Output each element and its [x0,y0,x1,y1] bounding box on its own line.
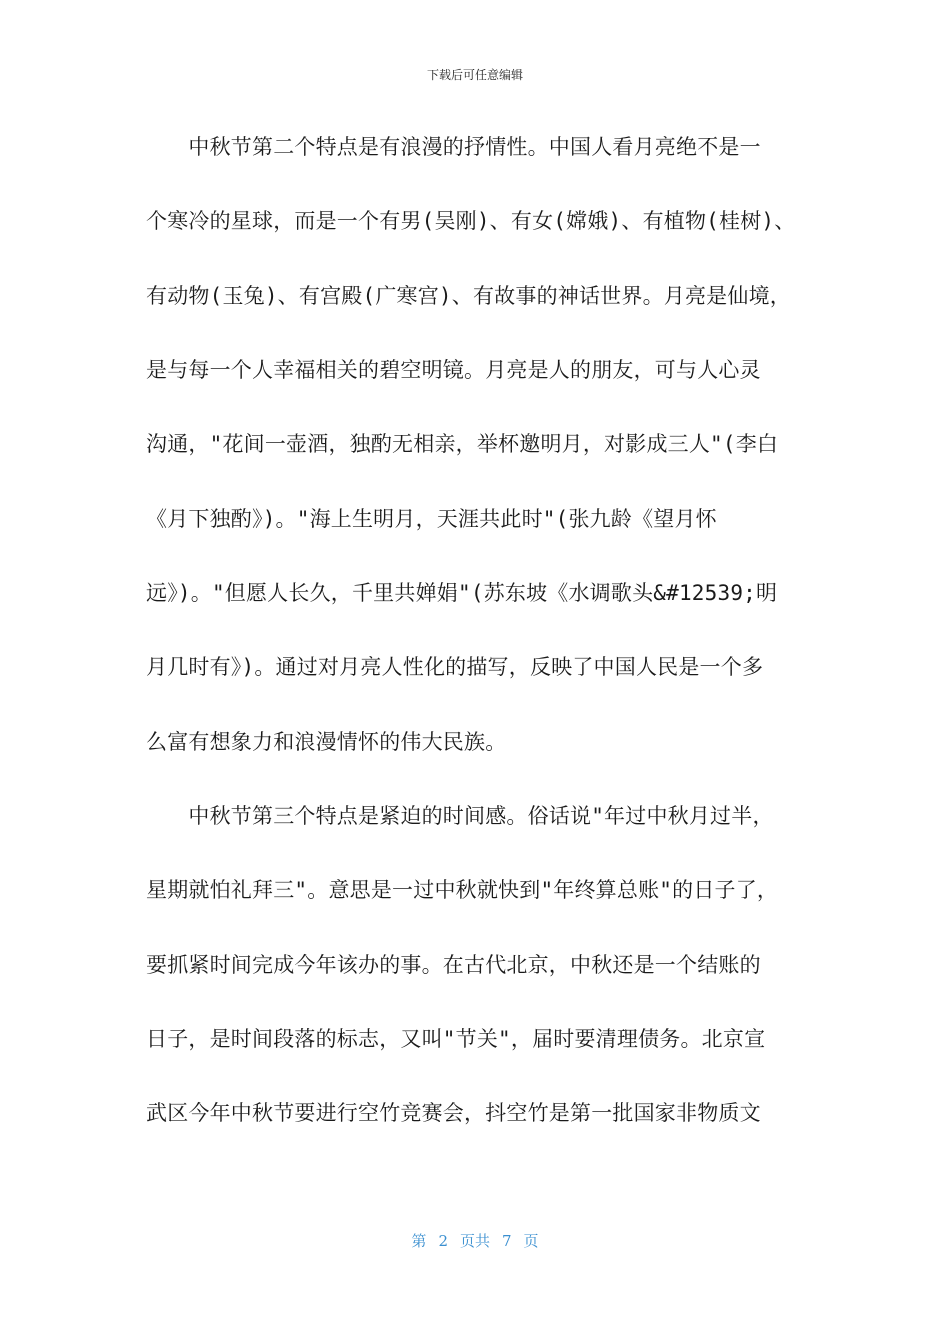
pages-label: 页 [523,1232,539,1250]
text-line: 日子，是时间段落的标志，又叫"节关"，届时要清理债务。北京宣 [146,1027,766,1051]
total-pages: 7 [502,1232,512,1250]
text-line: 《月下独酌》)。"海上生明月，天涯共此时"(张九龄《望月怀 [146,507,717,531]
text-line: 个寒冷的星球，而是一个有男(吴刚)、有女(嫦娥)、有植物(桂树)、 [146,209,796,233]
page-header: 下载后可任意编辑 [426,68,523,82]
text-line: 是与每一个人幸福相关的碧空明镜。月亮是人的朋友，可与人心灵 [146,358,761,382]
text-line: 要抓紧时间完成今年该办的事。在古代北京，中秋还是一个结账的 [146,953,761,977]
text-line: 有动物(玉兔)、有宫殿(广寒宫)、有故事的神话世界。月亮是仙境， [146,284,791,308]
of-label: 页共 [459,1232,490,1250]
text-line: 月几时有》)。通过对月亮人性化的描写，反映了中国人民是一个多 [146,655,764,679]
text-line: 中秋节第二个特点是有浪漫的抒情性。中国人看月亮绝不是一 [146,135,761,159]
text-line: 中秋节第三个特点是紧迫的时间感。俗话说"年过中秋月过半， [146,804,774,828]
page-footer [0,1230,950,1251]
text-line: 么富有想象力和浪漫情怀的伟大民族。 [146,730,507,754]
text-line: 星期就怕礼拜三"。意思是一过中秋就快到"年终算总账"的日子了， [146,878,779,902]
page-label: 第 [411,1232,427,1250]
page-number: 2 [438,1232,448,1250]
text-line: 沟通，"花间一壶酒，独酌无相亲，举杯邀明月，对影成三人"(李白 [146,432,779,456]
text-line: 远》)。"但愿人长久，千里共婵娟"(苏东坡《水调歌头&#12539;明 [146,581,778,605]
text-line: 武区今年中秋节要进行空竹竞赛会，抖空竹是第一批国家非物质文 [146,1101,761,1125]
